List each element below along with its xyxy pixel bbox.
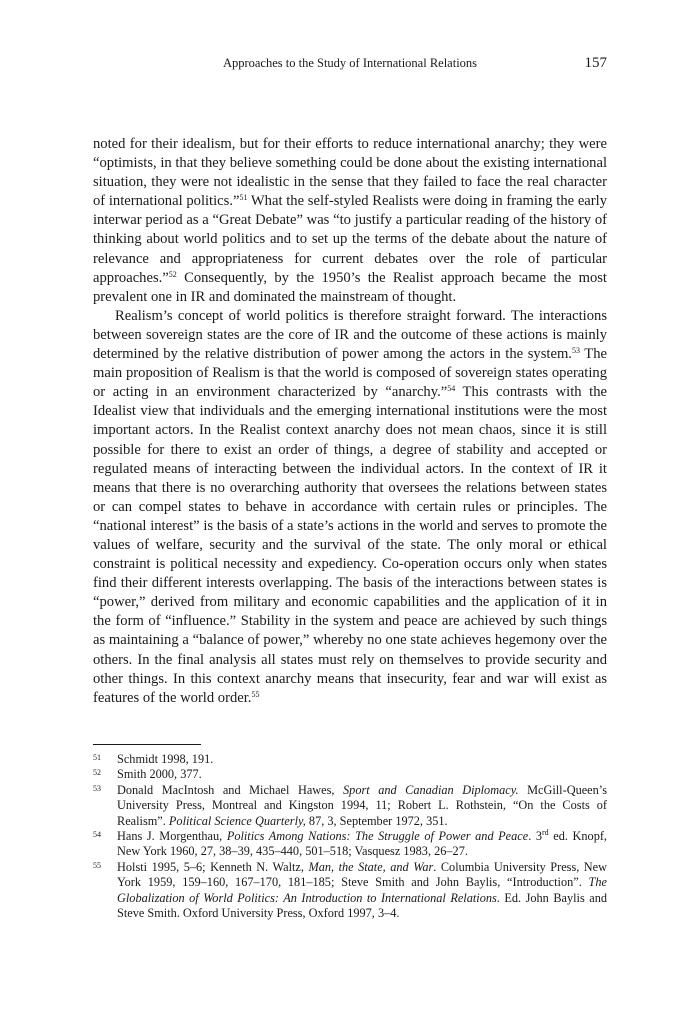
footnote-text: ed. Knopf, New York 1960, 27, 38–39, 435–440, 501–518; Vasquesz 1983, 26–27.	[117, 829, 608, 859]
footnote-text: . 3	[528, 829, 543, 844]
paragraph-2-text-3: This contrasts with the Idealist view that individuals and the emerging international institutions were the most important actors. In the Realist context anarchy does not mean chaos, since it is still possible for there to exist an order of things, a degree of stability and accepted or regulated means of interacting between the individual actors. In the context of IR it means that there is no overarching authority that oversees the relations between states or can compel states to behave in accordance with certain rules or principles. The “national interest” is the basis of a state’s actions in the world and serves to promote the values of welfare, security and the survival of the state. The only moral or ethical constraint is political necessity and expediency. Co-operation occurs only when states find their different interests overlapping. The basis of the interactions between states is “power,” derived from military and economic capabilities and the application of it in the form of “influence.” Stability in the system and peace are achieved by such things as maintaining a “balance of power,” whereby no one state achieves hegemony over the others. In the final analysis all states must rely on themselves to provide security and other things. In this context anarchy means that insecurity, fear and war will exist as features of the world order.	[93, 384, 607, 706]
running-header	[93, 54, 607, 74]
paragraph-1	[93, 135, 607, 307]
footnote-text: 87, 3, September 1972, 351.	[305, 813, 448, 828]
footnote-53	[93, 783, 607, 829]
footnote-54	[93, 829, 607, 860]
footnote-ref-52[interactable]: 52	[168, 269, 177, 279]
running-title: Approaches to the Study of International Relations	[222, 56, 478, 70]
footnote-text: Smith 2000, 377.	[117, 767, 202, 782]
footnote-title: Sport and Canadian Diplomacy.	[343, 782, 519, 797]
paragraph-1-text-1: noted for their idealism, but for their efforts to reduce international anarchy; they were “optimists, in that they believe something could be done about the existing international situation, they were not idealistic in the sense that they failed to face the real character of international politics.”	[93, 136, 607, 210]
footnote-number: 55	[93, 860, 101, 870]
paragraph-1-text-2: What the self-styled Realists were doing in framing the early interwar period as a “Great Debate” was “to justify a particular reading of the history of thinking about world politics and to set up the terms of the debate about the nature of relevance and appropriateness for current debates over the role of particular approaches.”	[93, 193, 607, 286]
page-number: 157	[584, 55, 607, 71]
footnote-ref-54[interactable]: 54	[447, 384, 456, 394]
footnote-number: 53	[93, 783, 101, 793]
paragraph-1-text-3: Consequently, by the 1950’s the Realist approach became the most prevalent one in IR and dominated the mainstream of thought.	[93, 269, 607, 305]
footnote-text: . Columbia University Press, New York 1959, 159–160, 167–170, 181–185; Steve Smith and John Baylis, “Introduction”.	[117, 859, 608, 890]
footnote-text: Schmidt 1998, 191.	[117, 752, 214, 766]
footnote-title: The Globalization of World Politics: An Introduction to International Relations	[117, 875, 607, 905]
footnote-text: Donald MacIntosh and Michael Hawes,	[117, 782, 344, 797]
paragraph-2	[93, 307, 607, 708]
footnote-ref-51[interactable]: 51	[239, 193, 248, 203]
footnote-text: . Ed. John Baylis and Steve Smith. Oxford University Press, Oxford 1997, 3–4.	[117, 890, 607, 921]
footnote-number: 54	[93, 830, 101, 840]
footnote-number: 51	[93, 753, 101, 762]
footnote-text: Hans J. Morgenthau,	[117, 829, 227, 844]
footnote-number: 52	[93, 768, 101, 778]
footnote-text: McGill-Queen’s University Press, Montreal and Kingston 1994, 11; Robert L. Rothstein, “On the Costs of Realism”.	[117, 782, 607, 828]
footnote-55	[93, 860, 607, 922]
footnote-superscript: rd	[542, 828, 549, 838]
footnote-title: Man, the State, and War	[308, 859, 434, 874]
footnote-52	[93, 767, 607, 782]
footnote-51	[93, 752, 607, 767]
body-text	[93, 135, 607, 708]
footnote-ref-53[interactable]: 53	[571, 346, 580, 356]
footnote-text: Holsti 1995, 5–6; Kenneth N. Waltz,	[117, 859, 309, 874]
paragraph-2-text-2: The main proposition of Realism is that the world is composed of sovereign states operating or acting in an environment characterized by “anarchy.”	[93, 346, 607, 401]
footnote-ref-55[interactable]: 55	[251, 689, 260, 699]
footnotes	[93, 752, 607, 921]
footnote-title: Political Science Quarterly,	[168, 813, 306, 828]
paragraph-2-text-1: Realism’s concept of world politics is therefore straight forward. The interactions between sovereign states are the core of IR and the outcome of these actions is mainly determined by the relative distribution of power among the actors in the system.	[93, 307, 607, 363]
footnote-divider	[93, 744, 201, 745]
footnote-title: Politics Among Nations: The Struggle of Power and Peace	[226, 829, 529, 844]
